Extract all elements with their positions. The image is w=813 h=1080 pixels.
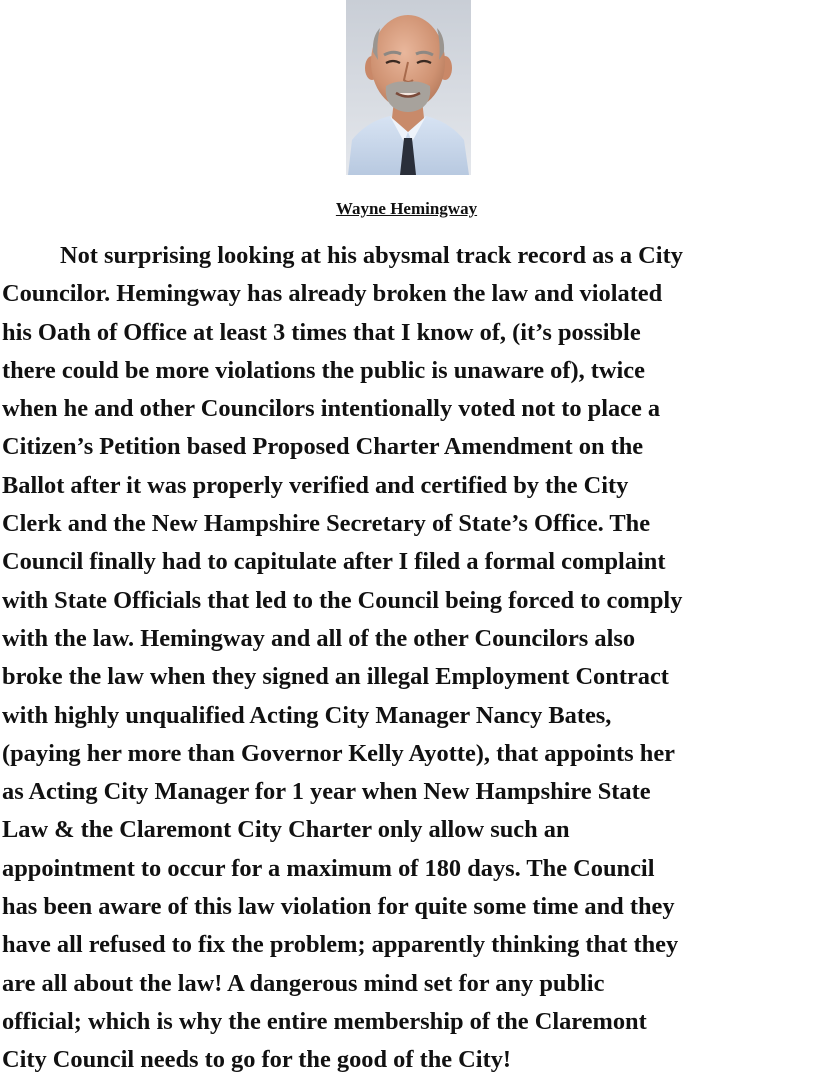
body-line: Not surprising looking at his abysmal track record as a City <box>60 242 683 269</box>
photo-caption: Wayne Hemingway <box>335 199 478 218</box>
portrait-image <box>346 0 471 175</box>
body-line: as Acting City Manager for 1 year when New Hampshire State <box>2 778 651 806</box>
body-line: Councilor. Hemingway has already broken the law and violated <box>2 280 663 308</box>
body-line: there could be more violations the public is unaware of), twice <box>2 356 645 384</box>
article-body <box>2 237 813 1080</box>
body-line: with highly unqualified Acting City Manager Nancy Bates, <box>2 701 612 729</box>
body-line: official; which is why the entire membership of the Claremont <box>2 1007 647 1035</box>
body-line: appointment to occur for a maximum of 180 days. The Council <box>2 854 655 882</box>
body-line: has been aware of this law violation for quite some time and they <box>2 893 675 921</box>
body-line: his Oath of Office at least 3 times that I know of, (it’s possible <box>2 318 641 346</box>
body-line: broke the law when they signed an illegal Employment Contract <box>2 663 669 691</box>
body-line: (paying her more than Governor Kelly Ayotte), that appoints her <box>2 739 675 767</box>
body-line: are all about the law! A dangerous mind set for any public <box>2 969 605 997</box>
body-line: with the law. Hemingway and all of the other Councilors also <box>2 624 636 652</box>
body-line: Citizen’s Petition based Proposed Charter Amendment on the <box>2 433 644 461</box>
body-line: Council finally had to capitulate after I filed a formal complaint <box>2 548 666 576</box>
body-line: with State Officials that led to the Council being forced to comply <box>2 586 683 614</box>
body-line: when he and other Councilors intentionally voted not to place a <box>2 395 661 423</box>
portrait-photo <box>346 0 471 175</box>
body-line: Clerk and the New Hampshire Secretary of State’s Office. The <box>2 510 651 538</box>
body-line: have all refused to fix the problem; apparently thinking that they <box>2 931 679 959</box>
body-line: Ballot after it was properly verified and certified by the City <box>2 471 629 499</box>
body-line: Law & the Claremont City Charter only allow such an <box>2 816 570 844</box>
body-line: City Council needs to go for the good of the City! <box>2 1046 512 1074</box>
